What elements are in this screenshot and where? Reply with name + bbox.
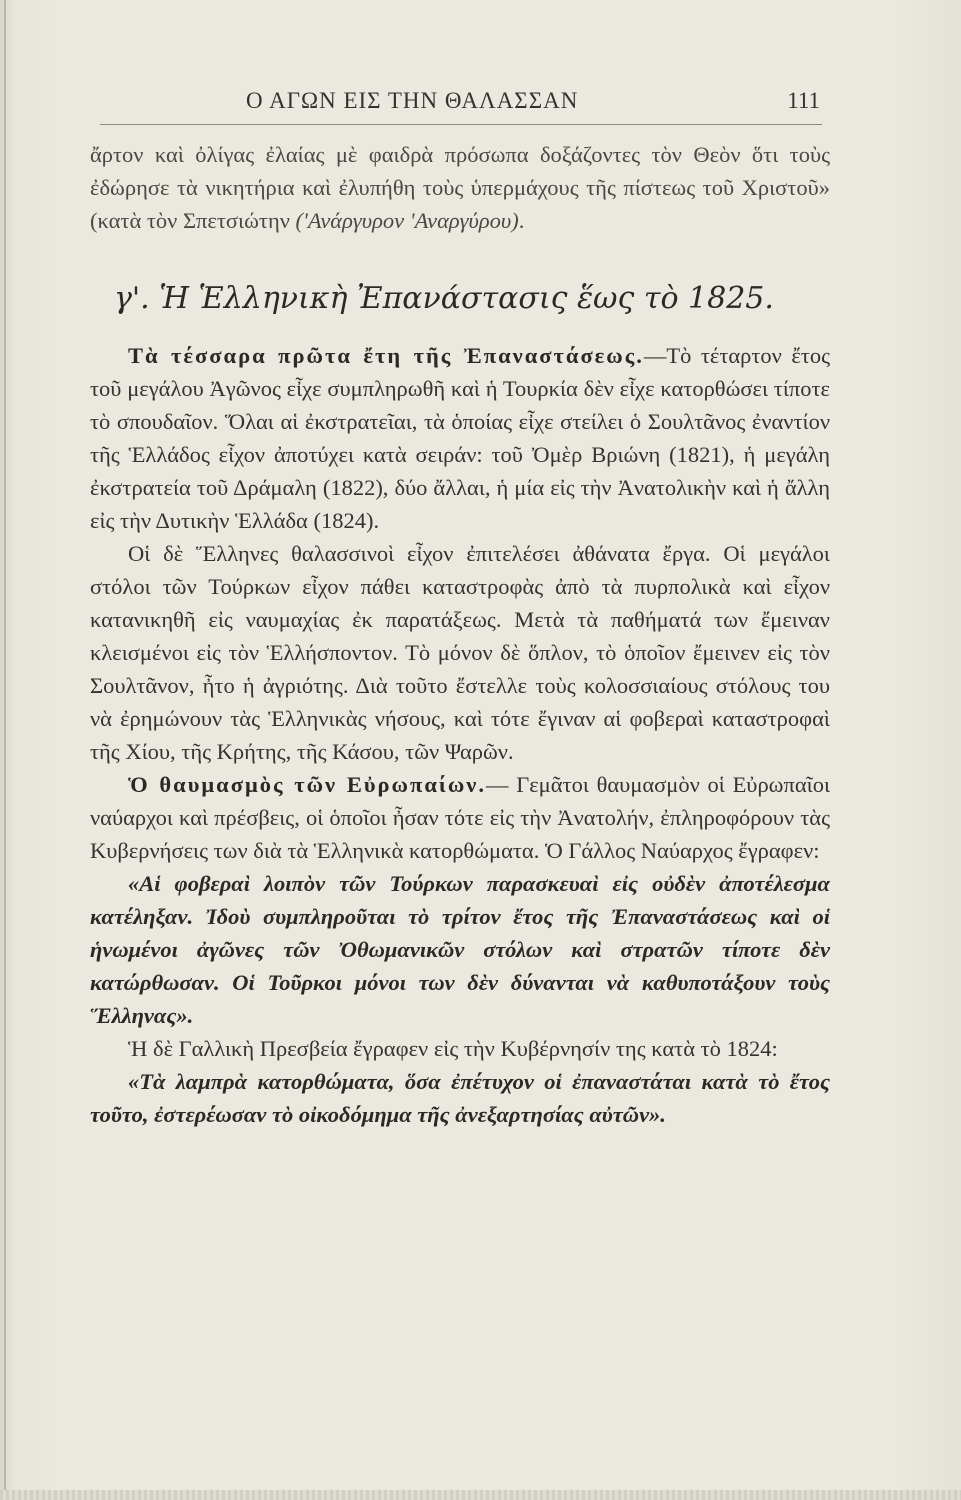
paragraph-3 (90, 768, 830, 867)
paragraph-4: Ἡ δὲ Γαλλικὴ Πρεσβεία ἔγραφεν εἰς τὴν Κυβέρνησίν της κατὰ τὸ 1824: (128, 1036, 778, 1061)
paragraph-1 (90, 339, 830, 537)
page-number: 111 (787, 88, 820, 113)
quote-2: «Τὰ λαμπρὰ κατορθώματα, ὅσα ἐπέτυχον οἱ ἐπαναστάται κατὰ τὸ ἔτος τοῦτο, ἐστερέωσαν τὸ οἰκοδόμημα τῆς ἀνεξαρτησίας αὐτῶν». (90, 1069, 830, 1127)
intro-end: . (518, 208, 525, 233)
running-title: Ο ΑΓΩΝ ΕΙΣ ΤΗΝ ΘΑΛΑΣΣΑΝ (246, 88, 579, 113)
paragraph-2: Οἱ δὲ Ἕλληνες θαλασσινοὶ εἶχον ἐπιτελέσει ἀθάνατα ἔργα. Οἱ μεγάλοι στόλοι τῶν Τούρκων εἶχον πάθει καταστροφὰς ἀπὸ τὰ πυρπολικὰ καὶ εἶχον κατανικηθῆ εἰς ναυμαχίας ἐκ παρατάξεως. Μετὰ τὰ παθήματά των ἔμειναν κλεισμένοι εἰς τὸν Ἑλλήσποντον. Τὸ μόνον δὲ ὅπλον, τὸ ὁποῖον ἔμεινεν εἰς τὸν Σουλτᾶνον, ἦτο ἡ ἀγριότης. Διὰ τοῦτο ἔστελλε τοὺς κολοσσιαίους στόλους του νὰ ἐρημώνουν τὰς Ἑλληνικὰς νήσους, καὶ τότε ἔγιναν αἱ φοβεραὶ καταστροφαὶ τῆς Χίου, τῆς Κρήτης, τῆς Κάσου, τῶν Ψαρῶν. (90, 541, 830, 764)
quote-1: «Αἱ φοβεραὶ λοιπὸν τῶν Τούρκων παρασκευαὶ εἰς οὐδὲν ἀποτέλεσμα κατέληξαν. Ἰδοὺ συμπληροῦται τὸ τρίτον ἔτος τῆς Ἐπαναστάσεως καὶ οἱ ἡνωμένοι ἀγῶνες τῶν Ὀθωμανικῶν στόλων καὶ στρατῶν τίποτε δὲν κατώρθωσαν. Οἱ Τοῦρκοι μόνοι των δὲν δύνανται νὰ καθυποτάξουν τοὺς Ἕλληνας». (90, 871, 830, 1028)
page-bottom-edge (0, 1490, 961, 1500)
body-text (90, 138, 830, 1131)
running-head (100, 88, 820, 120)
header-rule (100, 124, 822, 125)
section-heading: γ'. Ἡ Ἑλληνικὴ Ἐπανάστασις ἕως τὸ 1825. (114, 281, 774, 316)
intro-source: ('Ανάργυρον 'Αναργύρου) (295, 208, 519, 233)
intro-text: ἄρτον καὶ ὀλίγας ἐλαίας μὲ φαιδρὰ πρόσωπα δοξάζοντες τὸν Θεὸν ὅτι τοὺς ἐδώρησε τὰ νικητήρια καὶ ἐλυπήθη τοὺς ὑπερμάχους τῆς πίστεως τοῦ Χριστοῦ» (κατὰ τὸν Σπετσιώτην (90, 142, 830, 233)
paragraph-1-run-in: Τὰ τέσσαρα πρῶτα ἔτη τῆς Ἐπαναστάσεως. (128, 343, 644, 368)
paragraph-3-text: — Γεμᾶτοι θαυμασμὸν οἱ Εὐρωπαῖοι ναύαρχοι καὶ πρέσβεις, οἱ ὁποῖοι ἦσαν τότε εἰς τὴν Ἀνατολήν, ἐπληροφόρουν τὰς Κυβερνήσεις των διὰ τὰ Ἑλληνικὰ κατορθώματα. Ὁ Γάλλος Ναύαρχος ἔγραφεν: (90, 772, 830, 863)
intro-paragraph (90, 138, 830, 237)
paragraph-1-text: —Τὸ τέταρτον ἔτος τοῦ μεγάλου Ἀγῶνος εἶχε συμπληρωθῆ καὶ ἡ Τουρκία δὲν εἶχε κατορθώσει τίποτε τὸ σπουδαῖον. Ὅλαι αἱ ἐκστρατεῖαι, τὰ ὁποίας εἶχε στείλει ὁ Σουλτᾶνος ἐναντίον τῆς Ἑλλάδος εἶχον ἀποτύχει κατὰ σειράν: τοῦ Ὀμὲρ Βριώνη (1821), ἡ μεγάλη ἐκστρατεία τοῦ Δράμαλη (1822), δύο ἄλλαι, ἡ μία εἰς τὴν Ἀνατολικὴν καὶ ἡ ἄλλη εἰς τὴν Δυτικὴν Ἑλλάδα (1824). (90, 343, 830, 533)
page-edge (4, 0, 6, 1500)
paragraph-3-run-in: Ὁ θαυμασμὸς τῶν Εὐρωπαίων. (128, 772, 486, 797)
